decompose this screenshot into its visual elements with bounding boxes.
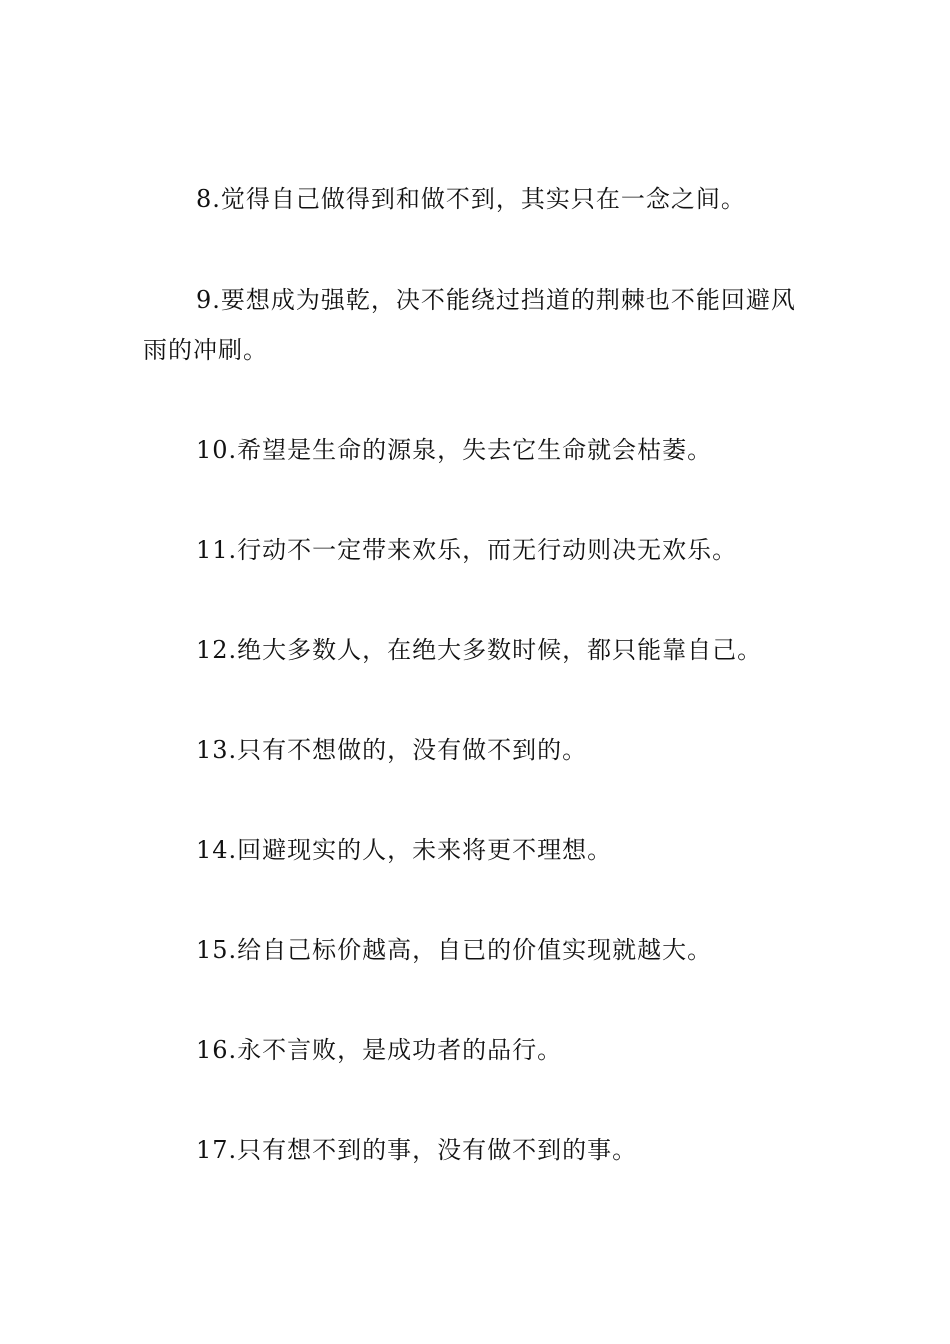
paragraph-15: 15.给自己标价越高，自已的价值实现就越大。 <box>196 936 713 964</box>
paragraph-17: 17.只有想不到的事，没有做不到的事。 <box>196 1136 638 1164</box>
paragraph-12: 12.绝大多数人，在绝大多数时候，都只能靠自己。 <box>196 636 763 664</box>
paragraph-11: 11.行动不一定带来欢乐，而无行动则决无欢乐。 <box>196 536 738 564</box>
paragraph-14: 14.回避现实的人，未来将更不理想。 <box>196 836 613 864</box>
paragraph-10: 10.希望是生命的源泉，失去它生命就会枯萎。 <box>196 436 713 464</box>
paragraph-13: 13.只有不想做的，没有做不到的。 <box>196 736 588 764</box>
paragraph-9: 9.要想成为强乾，决不能绕过挡道的荆棘也不能回避风雨的冲刷。 <box>143 286 796 364</box>
paragraph-8: 8.觉得自己做得到和做不到，其实只在一念之间。 <box>196 185 746 213</box>
paragraph-16: 16.永不言败，是成功者的品行。 <box>196 1036 563 1064</box>
